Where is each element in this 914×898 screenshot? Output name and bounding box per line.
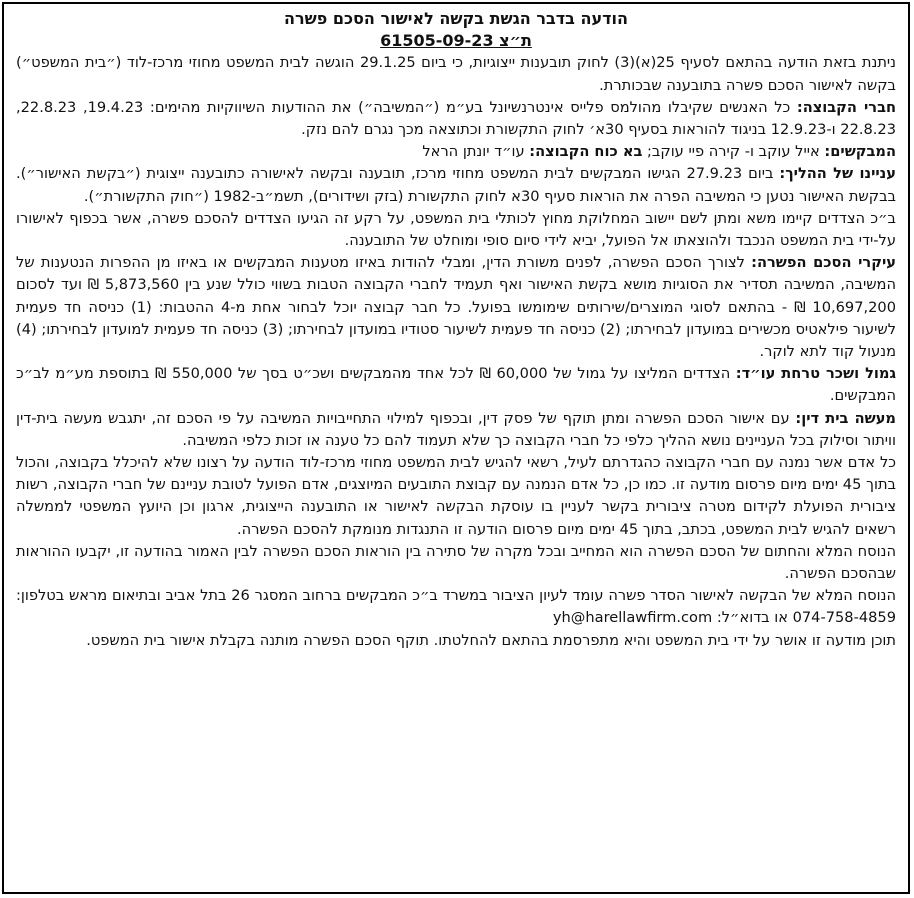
intro-paragraph: ניתנת בזאת הודעה בהתאם לסעיף 25(א)(3) לחוק תובענות ייצוגיות, כי ביום 29.1.25 הוגשה לבית המשפט מחוזי מרכז-לוד (״בית המשפט״) בקשה לאישור הסכם פשרה בתובענה שבכותרת. xyxy=(16,54,897,94)
petitioners-names: אייל עוקב ו- קירה פיי עוקב; xyxy=(646,143,820,161)
fees-heading: גמול ושכר טרחת עו״ד: xyxy=(735,365,896,383)
counsel-name: עו״ד יונתן הראל xyxy=(422,143,525,161)
negotiation-paragraph: ב״כ הצדדים קיימו משא ומתן לשם יישוב המחלוקת מחוץ לכותלי בית המשפט, על רקע זה הגיעו הצדדים להסכם פשרה, אשר בכפוף לאישורו על-ידי בית המשפט הנכבד ולהוצאתו אל הפועל, יביא לידי סיום סופי ומוחלט של התובענה. xyxy=(16,209,896,250)
binding-paragraph: הנוסח המלא והחתום של הסכם הפשרה הוא המחייב ובכל מקרה של סתירה בין הוראות הסכם הפשרה לבין האמור בהודעה זו, יקבעו ההוראות שבהסכם הפשרה. xyxy=(16,542,896,583)
inspection-text: הנוסח המלא של הבקשה לאישור הסדר פשרה עומד לעיון הציבור במשרד ב״כ המבקשים ברחוב המסגר 26 בתל אביב ובתיאום מראש בטלפון: 074-758-4859 או בדוא״ל: xyxy=(16,587,896,627)
legal-notice xyxy=(2,2,910,894)
inspection-paragraph xyxy=(16,585,896,629)
case-number: ת״צ 61505-09-23 xyxy=(380,31,532,51)
settlement-paragraph xyxy=(16,252,896,363)
counsel-heading: בא כוח הקבוצה: xyxy=(529,143,643,161)
proceeding-heading: עניינו של ההליך: xyxy=(779,165,896,183)
petitioners-heading: המבקשים: xyxy=(824,143,896,161)
group-heading: חברי הקבוצה: xyxy=(796,98,896,116)
contact-email[interactable]: yh@harellawfirm.com xyxy=(552,609,713,627)
res-judicata-heading: מעשה בית דין: xyxy=(795,409,896,427)
fees-paragraph xyxy=(16,363,896,407)
group-paragraph xyxy=(16,97,896,141)
objections-paragraph: כל אדם אשר נמנה עם חברי הקבוצה כהגדרתם לעיל, רשאי להגיש לבית המשפט מחוזי מרכז-לוד הודעה על רצונו שלא להיכלל בקבוצה, והכול בתוך 45 ימים מיום פרסום מודעה זו. כמו כן, כל אדם הנמנה עם קבוצת התובעים המיוצגים, אדם הפועל לטובת עניינם של חברי הקבוצה, רשות ציבורית הפועלת לקידום מטרה ציבורית בקשר לעניין בו עוסקת הבקשה לאישור או התובענה הייצוגית, ארגון וכן היועץ המשפטי לממשלה רשאים להגיש לבית המשפט, בכתב, בתוך 45 ימים מיום פרסום הודעה זו התנגדות מנומקת להסכם הפשרה. xyxy=(16,454,896,538)
proceeding-text: ביום 27.9.23 הגישו המבקשים לבית המשפט מחוזי מרכז, תובענה ובקשה לאישורה כתובענה ייצוגית (״בקשת האישור״). בבקשת האישור נטען כי המשיבה הפרה את הוראות סעיף 30א לחוק התקשורת (בזק ושידורים), תשמ״ב-1982 (״חוק התקשורת״). xyxy=(16,165,896,205)
settlement-heading: עיקרי הסכם הפשרה: xyxy=(751,254,896,272)
notice-title: הודעה בדבר הגשת בקשה לאישור הסכם פשרה xyxy=(283,9,629,28)
settlement-text: לצורך הסכם הפשרה, לפנים משורת הדין, ומבלי להודות באיזו מטענות המבקשים או באיזו מן ההפרות הנטענות של המשיבה, המשיבה תסדיר את הסוגיות מושא בקשת האישור ואף תעמיד לחברי הקבוצה הטבות בשווי כולל שנע בין 5,873,560 ₪ ועד לסכום 10,697,200 ₪ - בהתאם לסוגי המוצרים/שירותים שימומשו בפועל. כל חבר קבוצה יוכל לבחור אחת מ-4 ההטבות: (1) כניסה חד פעמית לשיעור פילאטיס מכשירים במועדון לבחירתו; (2) כניסה חד פעמית לשיעור סטודיו במועדון לבחירתו; (3) כניסה חד פעמית למועדון לבחירתו; (4) מנעול קוד לתא לוקר. xyxy=(16,254,897,361)
petitioners-paragraph xyxy=(16,141,896,163)
res-judicata-paragraph xyxy=(16,408,896,452)
proceeding-paragraph xyxy=(16,163,896,207)
fees-text: הצדדים המליצו על גמול של 60,000 ₪ לכל אחד מהמבקשים ושכ״ט בסך של 550,000 ₪ בתוספת מע״מ לב״כ המבקשים. xyxy=(16,365,896,405)
group-text: כל האנשים שקיבלו מהולמס פלייס אינטרנשיונל בע״מ (״המשיבה״) את ההודעות השיווקיות מהימים: 19.4.23, 22.8.23, 22.8.23 ו-12.9.23 בניגוד להוראות בסעיף 30א׳ לחוק התקשורת וכתוצאה מכך נגרם להם נזק. xyxy=(16,98,896,139)
res-judicata-text: עם אישור הסכם הפשרה ומתן תוקף של פסק דין, ובכפוף למילוי התחייבויות המשיבה על פי הסכם זה, יתגבש מעשה בית-דין וויתור וסילוק בכל העניינים נושא ההליך כלפי כל חברי הקבוצה כך שלא תעמוד להם כל טענה או זכות כלפי המשיבה. xyxy=(16,409,896,449)
footer-paragraph: תוכן מודעה זו אושר על ידי בית המשפט והיא מתפרסמת בהתאם להחלטתו. תוקף הסכם הפשרה מותנה בקבלת אישור בית המשפט. xyxy=(86,631,896,649)
